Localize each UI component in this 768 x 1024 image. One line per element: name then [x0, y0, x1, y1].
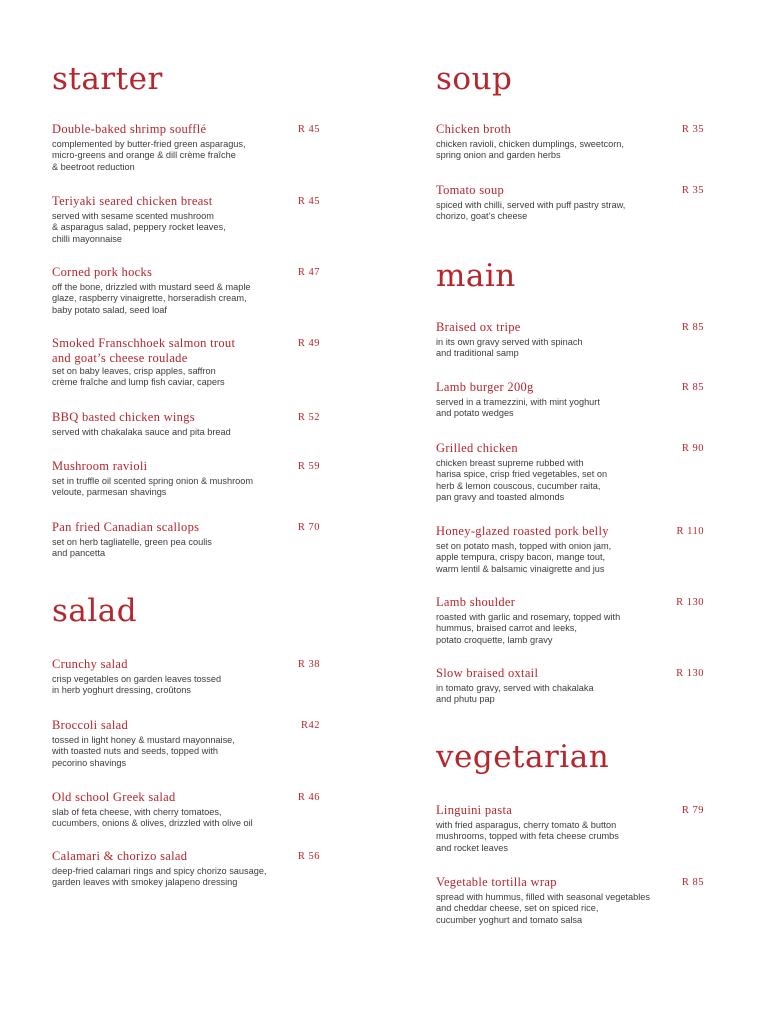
menu-item: [52, 410, 322, 438]
item-description: tossed in light honey & mustard mayonnaise, with toasted nuts and seeds, topped with pecorino shavings: [52, 735, 235, 768]
menu-item: [436, 441, 706, 503]
item-description: spiced with chilli, served with puff pastry straw, chorizo, goat’s cheese: [436, 200, 626, 222]
section-title: soup: [436, 61, 513, 97]
item-description: served with sesame scented mushroom & asparagus salad, peppery rocket leaves, chilli mayonnaise: [52, 211, 226, 244]
section-title: vegetarian: [436, 739, 610, 775]
item-description: deep-fried calamari rings and spicy chorizo sausage, garden leaves with smokey jalapeno dressing: [52, 866, 267, 888]
item-name: Crunchy salad: [52, 657, 128, 671]
item-price: R 59: [297, 461, 320, 472]
item-name: Tomato soup: [436, 183, 505, 197]
menu-item: [436, 524, 706, 575]
menu-item: [436, 666, 706, 706]
menu-item: [52, 336, 322, 389]
menu-item: [52, 459, 322, 499]
item-description: complemented by butter-fried green asparagus, micro-greens and orange & dill crème fraîche & beetroot reduction: [52, 139, 246, 172]
menu-item: [436, 380, 706, 420]
item-price: R 45: [297, 124, 320, 135]
menu-item: [52, 790, 322, 830]
item-price: R42: [300, 720, 320, 731]
item-description: set in truffle oil scented spring onion & mushroom veloute, parmesan shavings: [52, 476, 254, 498]
section-title: salad: [52, 593, 138, 629]
item-description: crisp vegetables on garden leaves tossed in herb yoghurt dressing, croûtons: [52, 674, 222, 696]
item-price: R 49: [297, 338, 320, 349]
item-name: Vegetable tortilla wrap: [436, 875, 557, 889]
item-name: Braised ox tripe: [436, 320, 521, 334]
item-name: Mushroom ravioli: [52, 459, 148, 473]
item-name: Double-baked shrimp soufflé: [52, 122, 207, 136]
item-price: R 38: [297, 659, 320, 670]
menu-item: [52, 718, 322, 769]
menu-item: [52, 194, 322, 245]
item-price: R 130: [676, 668, 704, 679]
item-description: set on herb tagliatelle, green pea coulis and pancetta: [52, 537, 212, 559]
item-description: set on potato mash, topped with onion jam, apple tempura, crispy bacon, mange tout, warm lentil & balsamic vinaigrette and jus: [436, 541, 612, 574]
item-price: R 90: [681, 443, 704, 454]
item-description: chicken ravioli, chicken dumplings, sweetcorn, spring onion and garden herbs: [436, 139, 624, 161]
menu-item: [52, 849, 322, 889]
item-name: Lamb shoulder: [436, 595, 516, 609]
item-description: in its own gravy served with spinach and traditional samp: [436, 337, 583, 359]
item-description: set on baby leaves, crisp apples, saffron crème fraîche and lump fish caviar, capers: [52, 366, 225, 388]
item-name: Old school Greek salad: [52, 790, 176, 804]
item-name: Teriyaki seared chicken breast: [52, 194, 213, 208]
menu-item: [52, 657, 322, 697]
item-price: R 85: [681, 877, 704, 888]
item-price: R 52: [297, 412, 320, 423]
menu-item: [436, 183, 706, 223]
section-soup: [436, 61, 706, 222]
item-name: Pan fried Canadian scallops: [52, 520, 200, 534]
item-description: slab of feta cheese, with cherry tomatoes, cucumbers, onions & olives, drizzled with olive oil: [52, 807, 253, 829]
item-name: Broccoli salad: [52, 718, 129, 732]
section-title: starter: [52, 61, 163, 97]
item-price: R 85: [681, 382, 704, 393]
item-name: Chicken broth: [436, 122, 512, 136]
item-description: served with chakalaka sauce and pita bread: [52, 427, 231, 437]
section-title: main: [436, 258, 516, 294]
item-name: Honey-glazed roasted pork belly: [436, 524, 609, 538]
item-price: R 35: [681, 185, 704, 196]
menu-item: [436, 875, 706, 926]
section-main: [436, 258, 706, 705]
item-price: R 79: [681, 805, 704, 816]
menu-item: [436, 320, 706, 360]
item-price: R 56: [297, 851, 320, 862]
menu-item: [52, 520, 322, 560]
menu-item: [436, 595, 706, 646]
item-description: in tomato gravy, served with chakalaka and phutu pap: [436, 683, 594, 705]
item-description: with fried asparagus, cherry tomato & button mushrooms, topped with feta cheese crumbs and rocket leaves: [436, 820, 619, 853]
section-vegetarian: [436, 739, 706, 925]
item-description: spread with hummus, filled with seasonal vegetables and cheddar cheese, set on spiced rice, cucumber yoghurt and tomato salsa: [436, 892, 650, 925]
item-name: Lamb burger 200g: [436, 380, 534, 394]
item-name: Linguini pasta: [436, 803, 513, 817]
item-price: R 85: [681, 322, 704, 333]
item-description: chicken breast supreme rubbed with harisa spice, crisp fried vegetables, set on herb & lemon couscous, cucumber raita, pan gravy and toasted almonds: [436, 458, 608, 502]
item-description: served in a tramezzini, with mint yoghurt and potato wedges: [436, 397, 600, 419]
item-name: Grilled chicken: [436, 441, 518, 455]
item-name: Slow braised oxtail: [436, 666, 539, 680]
item-name: BBQ basted chicken wings: [52, 410, 195, 424]
item-name: Corned pork hocks: [52, 265, 153, 279]
item-price: R 70: [297, 522, 320, 533]
item-price: R 47: [297, 267, 320, 278]
item-price: R 35: [681, 124, 704, 135]
item-description: roasted with garlic and rosemary, topped with hummus, braised carrot and leeks, potato croquette, lamb gravy: [436, 612, 621, 645]
item-price: R 45: [297, 196, 320, 207]
item-name: Smoked Franschhoek salmon trout and goat’s cheese roulade: [52, 336, 236, 365]
item-price: R 46: [297, 792, 320, 803]
menu-item: [52, 265, 322, 316]
menu-item: [52, 122, 322, 173]
item-price: R 110: [676, 526, 704, 537]
section-salad: [52, 593, 322, 888]
section-starter: [52, 61, 322, 559]
item-price: R 130: [676, 597, 704, 608]
item-description: off the bone, drizzled with mustard seed & maple glaze, raspberry vinaigrette, horseradish cream, baby potato salad, seed loaf: [52, 282, 251, 315]
menu-item: [436, 803, 706, 854]
menu-item: [436, 122, 706, 162]
item-name: Calamari & chorizo salad: [52, 849, 188, 863]
